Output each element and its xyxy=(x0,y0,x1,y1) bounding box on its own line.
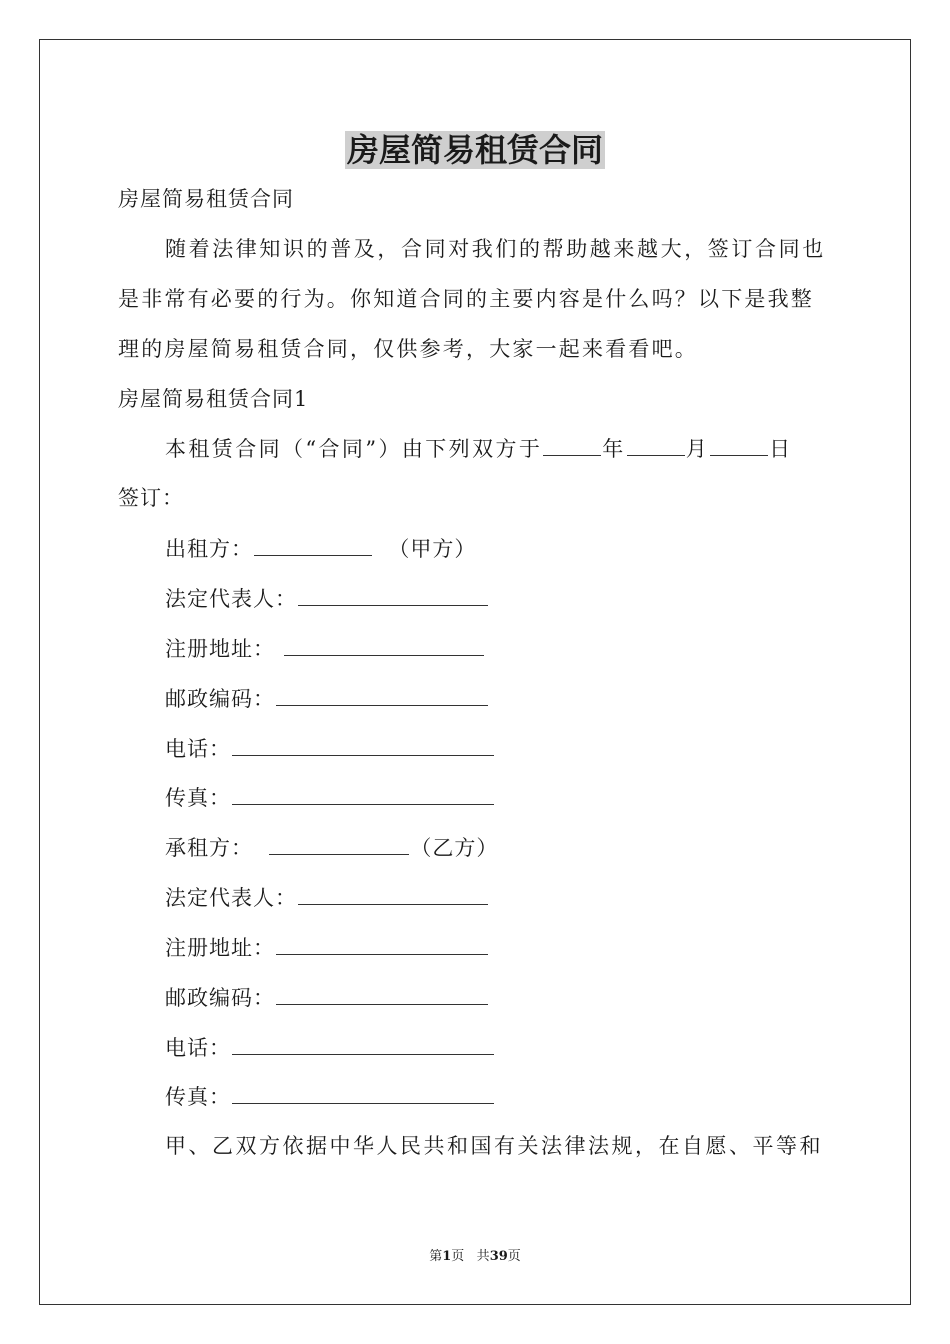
lessee-line xyxy=(165,832,498,863)
intro-line-2: 是非常有必要的行为。你知道合同的主要内容是什么吗？以下是我整 xyxy=(118,287,814,311)
lessor-rep-label: 法定代表人： xyxy=(165,587,297,611)
year-blank[interactable] xyxy=(543,433,601,456)
lessee-phone-line xyxy=(165,1032,495,1063)
lessee-phone-label: 电话： xyxy=(165,1036,231,1060)
lessee-name-blank[interactable] xyxy=(269,832,409,855)
footer-total-unit: 页 xyxy=(507,1249,521,1264)
lessee-rep-line xyxy=(165,882,489,913)
lessor-postcode-line xyxy=(165,683,489,714)
lessor-postcode-blank[interactable] xyxy=(276,683,488,706)
intro-line-1 xyxy=(165,234,833,264)
page-footer xyxy=(0,1247,950,1267)
day-label: 日 xyxy=(769,437,793,461)
closing-line: 甲、乙双方依据中华人民共和国有关法律法规，在自愿、平等和 xyxy=(165,1134,823,1158)
lessor-phone-label: 电话： xyxy=(165,737,231,761)
lessee-address-blank[interactable] xyxy=(276,932,488,955)
day-blank[interactable] xyxy=(710,433,768,456)
month-label: 月 xyxy=(685,437,710,461)
lessee-phone-blank[interactable] xyxy=(232,1032,494,1055)
lessee-postcode-blank[interactable] xyxy=(276,982,488,1005)
month-blank[interactable] xyxy=(627,433,685,456)
lessor-suffix: （甲方） xyxy=(388,537,477,561)
lessee-address-line xyxy=(165,932,489,963)
lessor-address-blank[interactable] xyxy=(284,633,484,656)
year-label: 年 xyxy=(602,437,626,461)
lessee-fax-label: 传真： xyxy=(165,1085,231,1109)
document-title-text: 房屋简易租赁合同 xyxy=(346,131,603,169)
footer-page-prefix: 第 xyxy=(429,1249,443,1264)
lessee-fax-blank[interactable] xyxy=(232,1081,494,1104)
footer-page-unit: 页 xyxy=(451,1249,465,1264)
lessee-rep-label: 法定代表人： xyxy=(165,886,297,910)
intro-line-3: 理的房屋简易租赁合同，仅供参考，大家一起来看看吧。 xyxy=(118,337,698,361)
footer-total-pages: 39 xyxy=(489,1249,508,1264)
lessee-label: 承租方： xyxy=(165,836,253,860)
lessee-postcode-label: 邮政编码： xyxy=(165,986,275,1010)
agreement-prefix: 本租赁合同（“合同”）由下列双方于 xyxy=(165,437,543,461)
page-border xyxy=(39,39,911,1305)
agreement-line xyxy=(165,433,793,464)
lessee-postcode-line xyxy=(165,982,489,1013)
footer-total-prefix: 共 xyxy=(476,1249,490,1264)
lessor-phone-blank[interactable] xyxy=(232,733,494,756)
lessor-line xyxy=(165,533,476,564)
document-subtitle: 房屋简易租赁合同 xyxy=(118,187,294,211)
lessor-phone-line xyxy=(165,733,495,764)
lessor-rep-blank[interactable] xyxy=(298,583,488,606)
lessee-suffix: （乙方） xyxy=(410,836,499,860)
footer-page-number: 1 xyxy=(442,1249,452,1264)
lessee-rep-blank[interactable] xyxy=(298,882,488,905)
lessor-rep-line xyxy=(165,583,489,614)
lessor-fax-label: 传真： xyxy=(165,786,231,810)
lessor-postcode-label: 邮政编码： xyxy=(165,687,275,711)
lessor-fax-blank[interactable] xyxy=(232,782,494,805)
agreement-line-2: 签订： xyxy=(118,486,184,510)
lessor-address-label: 注册地址： xyxy=(165,637,275,661)
lessee-fax-line xyxy=(165,1081,495,1112)
intro-line-1-text: 随着法律知识的普及，合同对我们的帮助越来越大，签订合同也 xyxy=(165,237,826,261)
lessor-address-line xyxy=(165,633,485,664)
lessor-label: 出租方： xyxy=(165,537,253,561)
section-heading: 房屋简易租赁合同1 xyxy=(118,387,309,411)
lessor-name-blank[interactable] xyxy=(254,533,372,556)
document-title xyxy=(0,128,950,172)
lessee-address-label: 注册地址： xyxy=(165,936,275,960)
lessor-fax-line xyxy=(165,782,495,813)
